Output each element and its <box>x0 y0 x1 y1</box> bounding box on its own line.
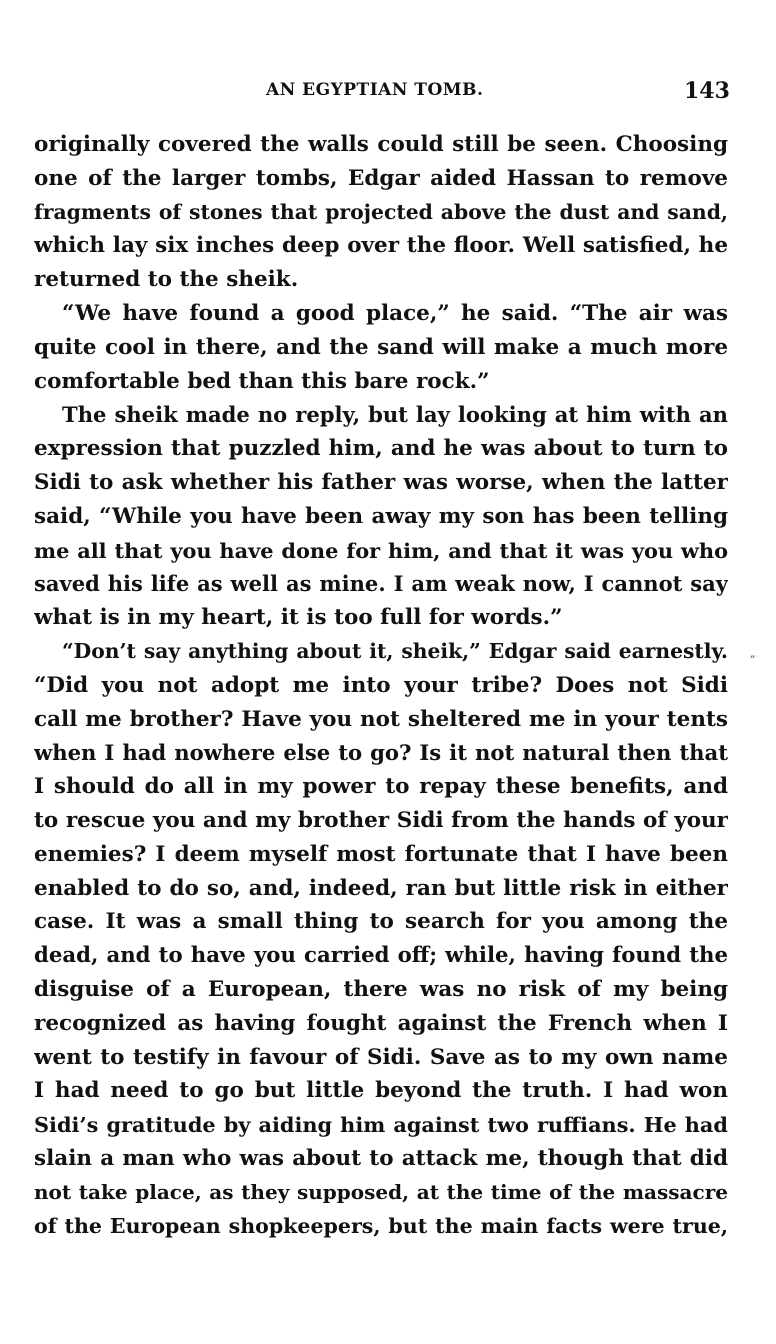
text-line: slain a man who was about to attack me, though that did <box>34 1145 728 1171</box>
text-line: recognized as having fought against the French when I <box>34 1010 728 1036</box>
text-line: to rescue you and my brother Sidi from the hands of your <box>34 807 728 833</box>
text-line: enemies? I deem myself most fortunate that I have been <box>34 841 728 867</box>
text-line: quite cool in there, and the sand will make a much more <box>34 334 728 360</box>
text-line: The sheik made no reply, but lay looking at him with an <box>62 402 728 428</box>
text-line: I should do all in my power to repay these benefits, and <box>34 774 728 800</box>
text-line: me all that you have done for him, and that it was you who <box>34 537 728 563</box>
text-line: not take place, as they supposed, at the time of the massacre <box>34 1179 728 1204</box>
text-line: of the European shopkeepers, but the main facts were true, <box>34 1213 728 1238</box>
text-line: saved his life as well as mine. I am weak now, I cannot say <box>34 571 728 597</box>
text-line: “Don’t say anything about it, sheik,” Edgar said earnestly. <box>62 638 728 663</box>
running-head <box>0 78 776 108</box>
text-line: said, “While you have been away my son has been telling <box>34 503 728 529</box>
text-line: “Did you not adopt me into your tribe? Does not Sidi <box>34 672 728 698</box>
text-line: comfortable bed than this bare rock.” <box>34 368 490 394</box>
margin-mark: ″ <box>750 654 756 670</box>
page-number: 143 <box>684 78 730 104</box>
text-line: case. It was a small thing to search for you among the <box>34 909 728 935</box>
text-line: one of the larger tombs, Edgar aided Hassan to remove <box>34 165 728 191</box>
text-line: disguise of a European, there was no risk of my being <box>34 976 728 1002</box>
text-line: call me brother? Have you not sheltered me in your tents <box>34 706 728 732</box>
text-line: returned to the sheik. <box>34 267 299 293</box>
text-line: when I had nowhere else to go? Is it not natural then that <box>34 740 728 766</box>
text-line: went to testify in favour of Sidi. Save as to my own name <box>34 1044 728 1070</box>
running-title: AN EGYPTIAN TOMB. <box>266 80 484 100</box>
text-line: enabled to do so, and, indeed, ran but little risk in either <box>34 875 728 901</box>
body-text <box>34 128 728 1243</box>
text-line: I had need to go but little beyond the truth. I had won <box>34 1078 728 1104</box>
text-line: dead, and to have you carried off; while, having found the <box>34 943 728 969</box>
text-line: what is in my heart, it is too full for words.” <box>34 605 563 631</box>
text-line: which lay six inches deep over the floor. Well satisfied, he <box>34 233 728 259</box>
text-line: expression that puzzled him, and he was about to turn to <box>34 436 728 462</box>
text-line: fragments of stones that projected above the dust and sand, <box>34 199 728 224</box>
text-line: originally covered the walls could still be seen. Choosing <box>34 132 728 157</box>
text-line: Sidi’s gratitude by aiding him against two ruffians. He had <box>34 1112 728 1138</box>
text-line: Sidi to ask whether his father was worse, when the latter <box>34 469 728 495</box>
text-line: “We have found a good place,” he said. “The air was <box>62 300 728 326</box>
